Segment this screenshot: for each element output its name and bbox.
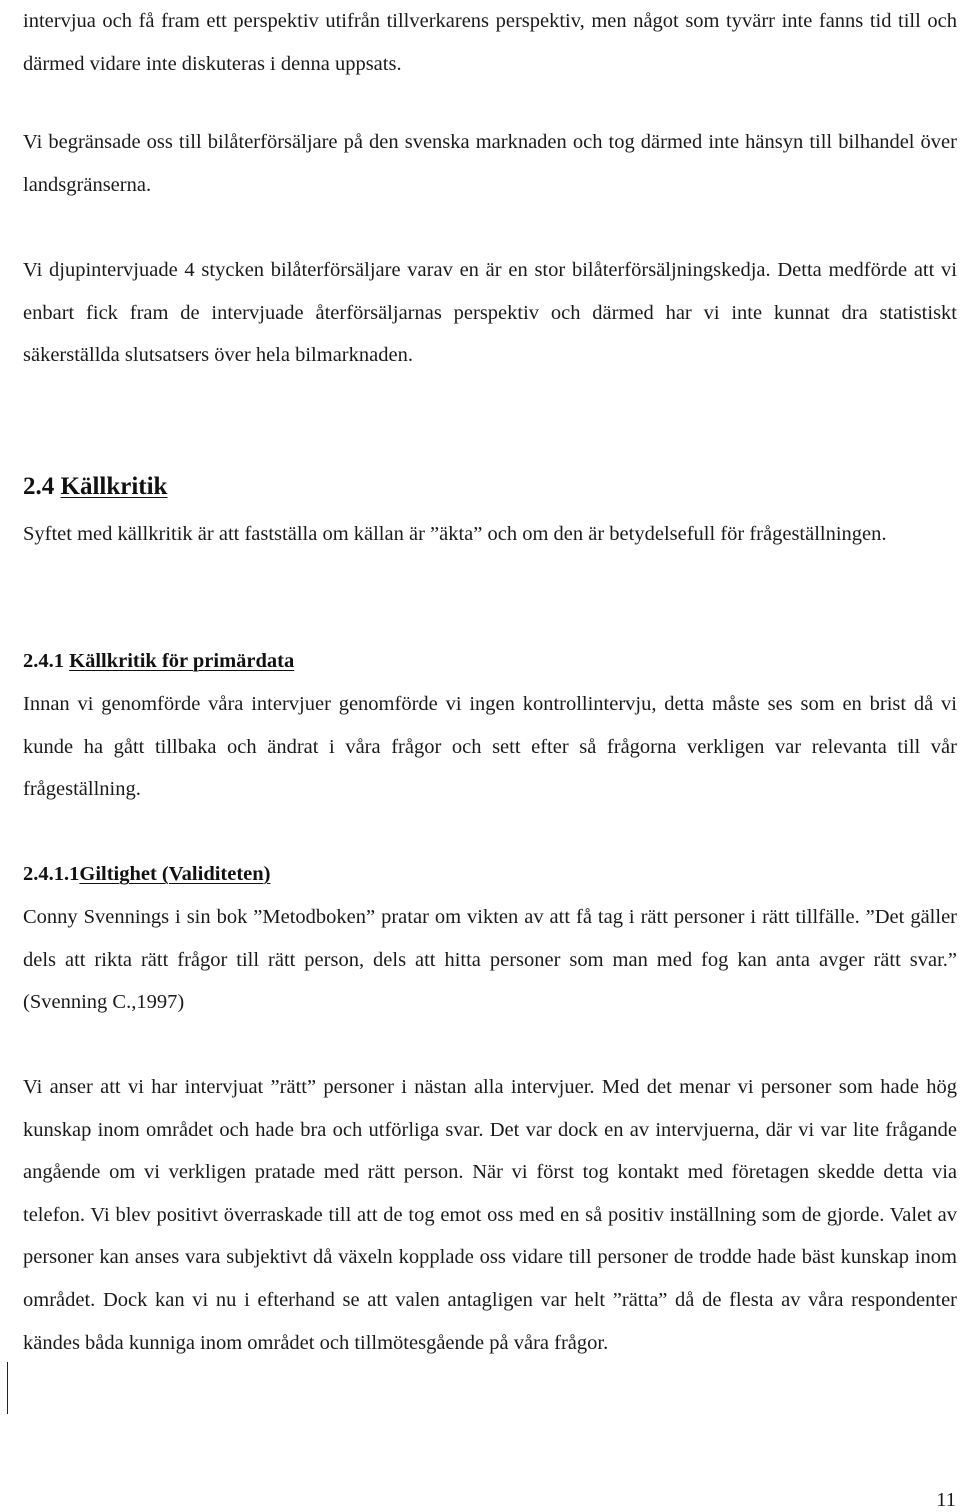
page-number: 11 [936,1489,956,1511]
heading-giltighet [23,860,271,888]
revision-change-bar [7,1362,8,1414]
paragraph-ratt-personer: Vi anser att vi har intervjuat ”rätt” personer i nästan alla intervjuer. Med det menar vi personer som hade hög kunskap inom området och hade bra och utförliga svar. Det var dock en av intervjuerna, där vi var lite frågande angående om vi verkligen pratade med rätt person. När vi först tog kontakt med företagen skedde detta via telefon. Vi blev positivt överraskade till att de tog emot oss med en så positiv inställning som de gjorde. Valet av personer kan anses vara subjektivt då växeln kopplade oss vidare till personer de trodde hade bäst kunskap inom området. Dock kan vi nu i efterhand se att valen antagligen var helt ”rätta” då de flesta av våra respondenter kändes båda kunniga inom området och tillmötesgående på våra frågor. [23,1076,957,1354]
heading-primardata-title: Källkritik för primärdata [69,650,295,672]
heading-kallkritik-title: Källkritik [60,473,168,500]
heading-giltighet-title: Giltighet (Validiteten) [79,863,271,885]
paragraph-kontrollintervju: Innan vi genomförde våra intervjuer genomförde vi ingen kontrollintervju, detta måste ses som en brist då vi kunde ha gått tillbaka och ändrat i våra frågor och sett efter så frågorna verkligen var relevanta till vår frågeställning. [23,693,957,801]
heading-primardata [23,647,294,675]
paragraph-djupintervjuer: Vi djupintervjuade 4 stycken bilåterförsäljare varav en är en stor bilåterförsäljningskedja. Detta medförde att vi enbart fick fram de intervjuade återförsäljarnas perspektiv och därmed har vi inte kunnat dra statistiskt säkerställda slutsatsers över hela bilmarknaden. [23,259,957,367]
heading-kallkritik-number: 2.4 [23,473,55,500]
paragraph-syfte-kallkritik: Syftet med källkritik är att fastställa om källan är ”äkta” och om den är betydelsefull för frågeställningen. [23,523,887,545]
heading-kallkritik [23,472,167,502]
heading-primardata-number: 2.4.1 [23,650,64,672]
paragraph-metodboken: Conny Svennings i sin bok ”Metodboken” pratar om vikten av att få tag i rätt personer i rätt tillfälle. ”Det gäller dels att rikta rätt frågor till rätt person, dels att hitta personer som man med fog kan anta avger rätt svar.” (Svenning C.,1997) [23,906,957,1014]
paragraph-avgransning-marknad: Vi begränsade oss till bilåterförsäljare på den svenska marknaden och tog därmed inte hänsyn till bilhandel över landsgränserna. [23,131,957,196]
paragraph-tillverkare: intervjua och få fram ett perspektiv utifrån tillverkarens perspektiv, men något som tyvärr inte fanns tid till och därmed vidare inte diskuteras i denna uppsats. [23,10,957,75]
heading-giltighet-number: 2.4.1.1 [23,863,80,885]
